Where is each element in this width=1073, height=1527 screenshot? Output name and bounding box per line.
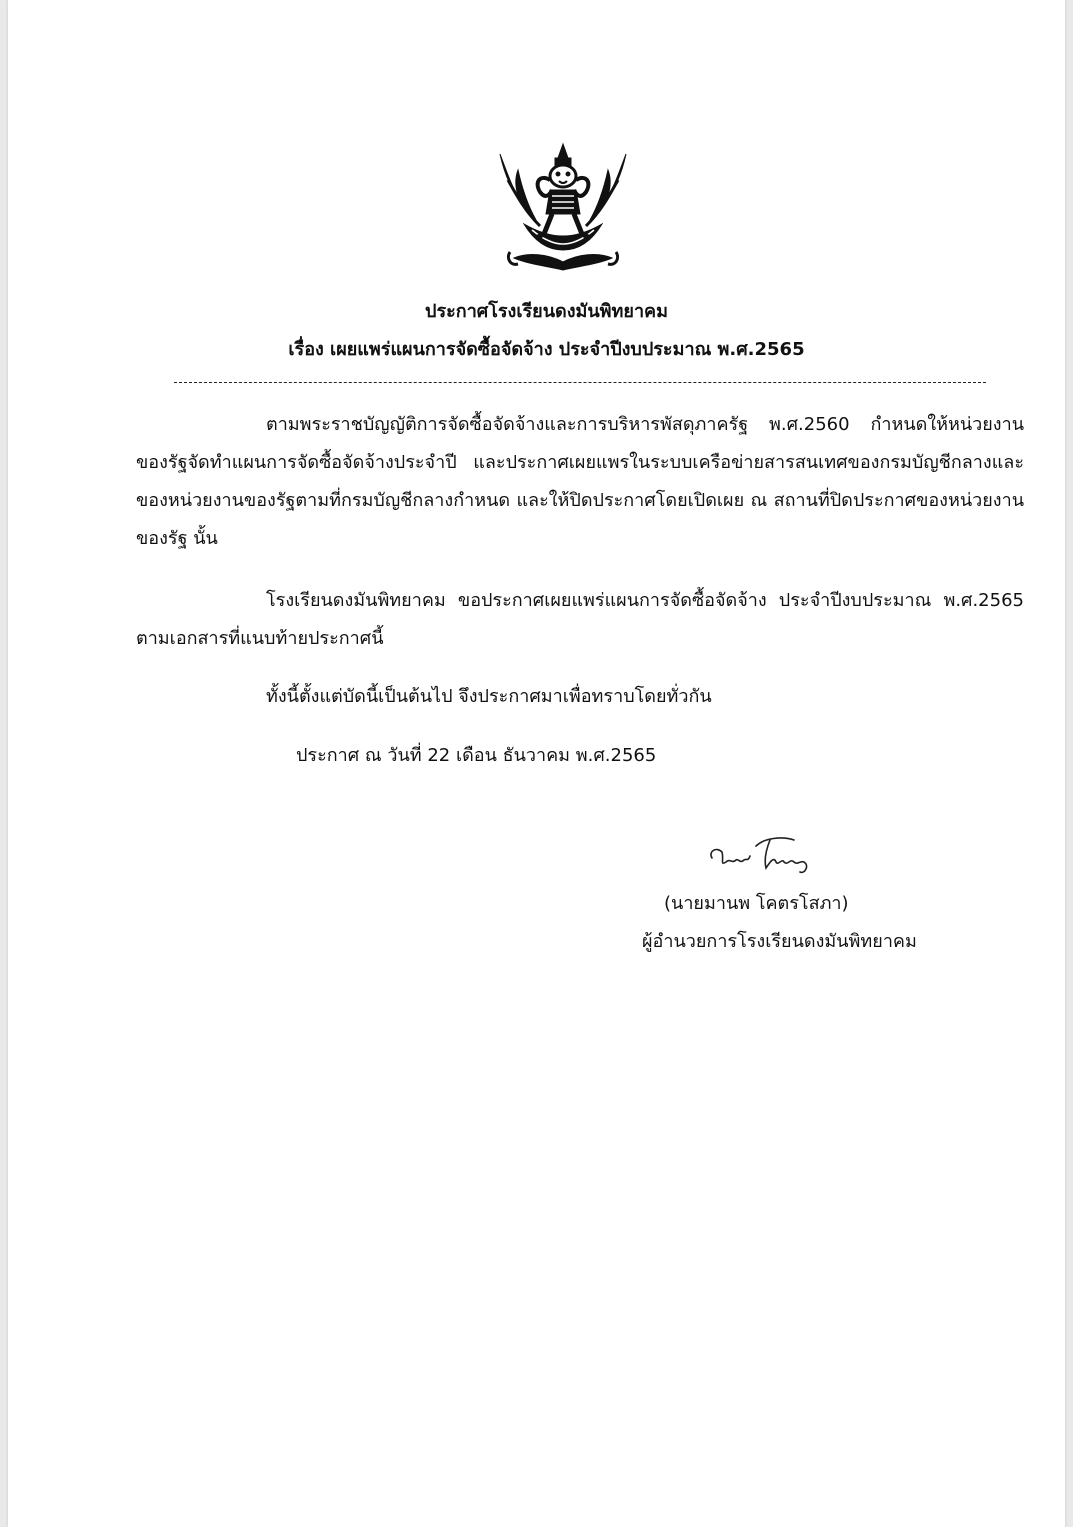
handwritten-signature xyxy=(704,832,824,882)
body-paragraph-3: ทั้งนี้ตั้งแต่บัดนี้เป็นต้นไป จึงประกาศมาเพื่อทราบโดยทั่วกัน xyxy=(266,686,712,707)
title-divider xyxy=(174,382,986,383)
announcement-subject: เรื่อง เผยแพร่แผนการจัดซื้อจัดจ้าง ประจำปีงบประมาณ พ.ศ.2565 xyxy=(288,339,805,360)
garuda-emblem xyxy=(488,140,638,280)
announcement-title: ประกาศโรงเรียนดงมันพิทยาคม xyxy=(425,301,668,322)
signer-position: ผู้อำนวยการโรงเรียนดงมันพิทยาคม xyxy=(642,931,917,952)
announcement-date: ประกาศ ณ วันที่ 22 เดือน ธันวาคม พ.ศ.2565 xyxy=(296,745,657,766)
document-page xyxy=(8,0,1065,1527)
body-paragraph-1: ตามพระราชบัญญัติการจัดซื้อจัดจ้างและการบริหารพัสดุภาครัฐ พ.ศ.2560 กำหนดให้หน่วยงานของรัฐจัดทำแผนการจัดซื้อจัดจ้างประจำปี และประกาศเผยแพรในระบบเครือข่ายสารสนเทศของกรมบัญชีกลางและของหน่วยงานของรัฐตามที่กรมบัญชีกลางกำหนด และให้ปิดประกาศโดยเปิดเผย ณ สถานที่ปิดประกาศของหน่วยงานของรัฐ นั้น xyxy=(136,414,1024,549)
body-paragraph-2: โรงเรียนดงมันพิทยาคม ขอประกาศเผยแพร่แผนการจัดซื้อจัดจ้าง ประจำปีงบประมาณ พ.ศ.2565 ตามเอกสารที่แนบท้ายประกาศนี้ xyxy=(136,590,1024,649)
signer-name: (นายมานพ โคตรโสภา) xyxy=(664,893,849,914)
